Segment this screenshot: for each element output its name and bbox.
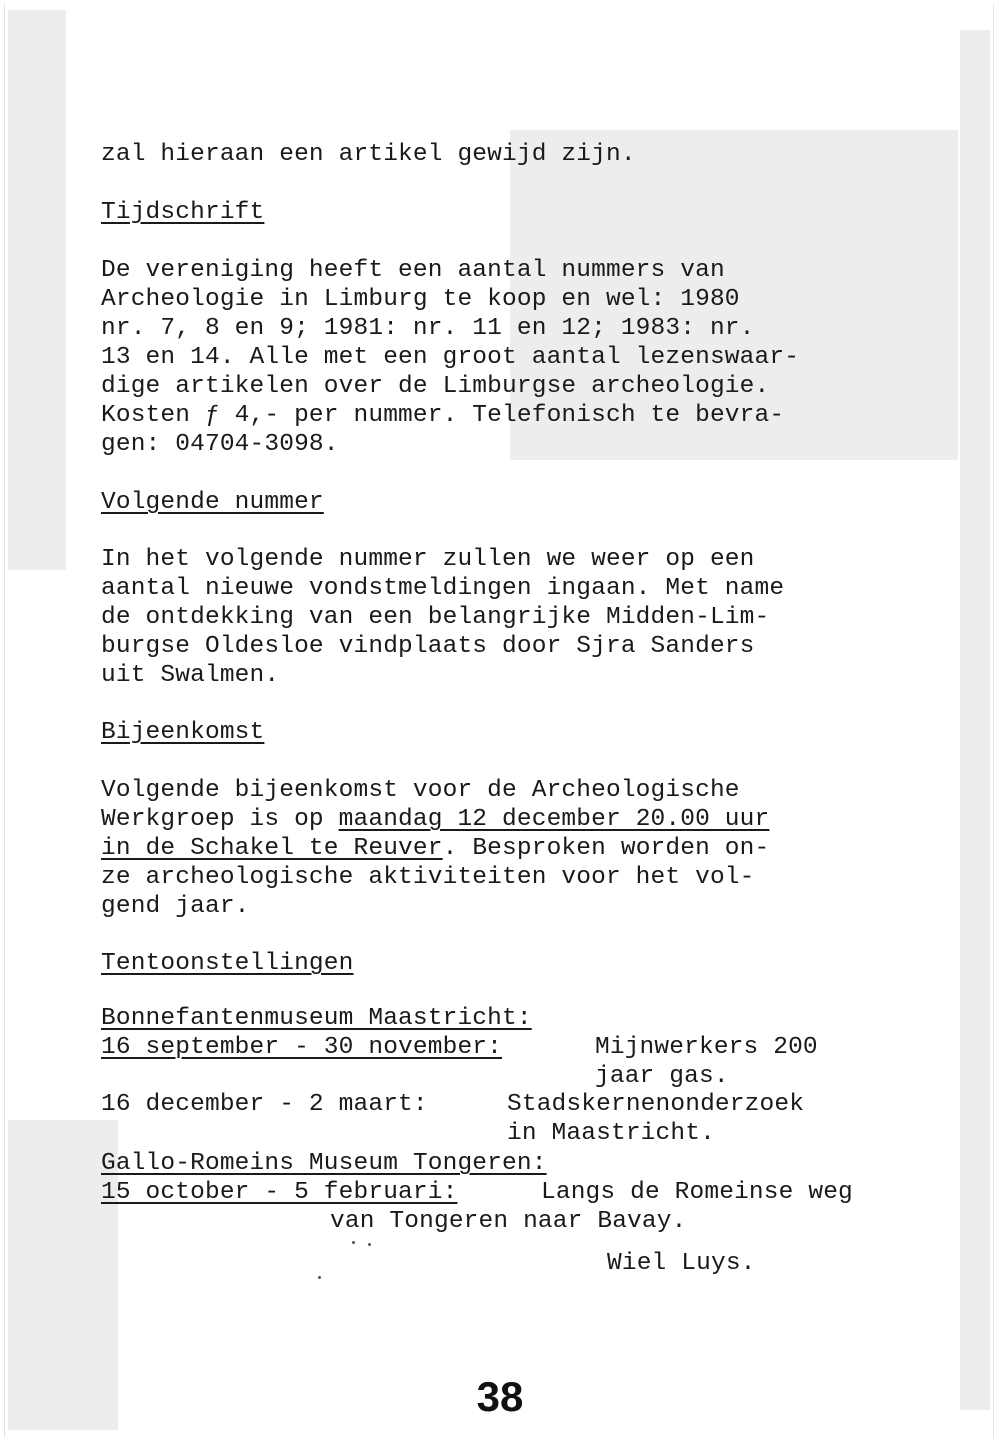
paragraph-line: gen: 04704-3098. [101, 431, 339, 458]
paragraph-line: Kosten ƒ 4,- per nummer. Telefonisch te bevra- [101, 402, 785, 429]
text-run: Werkgroep is op [101, 806, 339, 833]
scan-speck [368, 1243, 371, 1246]
scan-speck [318, 1276, 321, 1279]
paragraph-line: 13 en 14. Alle met een groot aantal lezenswaar- [101, 344, 800, 371]
author-signature: Wiel Luys. [607, 1250, 756, 1277]
section-heading-tentoonstellingen: Tentoonstellingen [101, 950, 354, 977]
paragraph-line: gend jaar. [101, 893, 250, 920]
paragraph-line: de ontdekking van een belangrijke Midden-Lim- [101, 604, 770, 631]
scan-speck [352, 1241, 355, 1244]
exhibition-dates: 16 september - 30 november: [101, 1034, 503, 1061]
paragraph-line: Archeologie in Limburg te koop en wel: 1980 [101, 286, 740, 313]
paragraph-line [101, 805, 769, 834]
exhibition-title: Langs de Romeinse weg [541, 1179, 853, 1206]
paragraph-line: uit Swalmen. [101, 662, 280, 689]
section-heading-tijdschrift: Tijdschrift [101, 199, 265, 226]
exhibition-title: Mijnwerkers 200 [595, 1034, 818, 1061]
section-heading-bijeenkomst: Bijeenkomst [101, 719, 265, 746]
paragraph-line: De vereniging heeft een aantal nummers van [101, 257, 725, 284]
meeting-date: maandag 12 december 20.00 uur [338, 806, 770, 833]
exhibition-title: Stadskernenonderzoek [507, 1091, 805, 1118]
paragraph-line: Volgende bijeenkomst voor de Archeologische [101, 777, 740, 804]
exhibition-title: in Maastricht. [507, 1120, 715, 1147]
exhibition-title: van Tongeren naar Bavay. [330, 1208, 687, 1235]
paragraph-line: In het volgende nummer zullen we weer op een [101, 546, 755, 573]
museum-name: Bonnefantenmuseum Maastricht: [101, 1005, 532, 1032]
scan-shade-left [8, 10, 66, 570]
exhibition-dates: 15 october - 5 februari: [101, 1179, 458, 1206]
text-run: . Besproken worden on- [442, 835, 770, 862]
museum-name: Gallo-Romeins Museum Tongeren: [101, 1150, 547, 1177]
paragraph-line: dige artikelen over de Limburgse archeologie. [101, 373, 770, 400]
section-heading-volgende-nummer: Volgende nummer [101, 489, 324, 516]
paragraph-line: ze archeologische aktiviteiten voor het vol- [101, 864, 755, 891]
exhibition-dates: 16 december - 2 maart: [101, 1091, 428, 1118]
paragraph-line [101, 834, 769, 863]
meeting-location: in de Schakel te Reuver [101, 835, 443, 862]
scan-shade-right-edge [960, 30, 990, 1410]
exhibition-title: jaar gas. [595, 1063, 729, 1090]
page-number: 38 [476, 1373, 524, 1420]
intro-line: zal hieraan een artikel gewijd zijn. [101, 141, 636, 168]
paragraph-line: aantal nieuwe vondstmeldingen ingaan. Met name [101, 575, 785, 602]
paragraph-line: nr. 7, 8 en 9; 1981: nr. 11 en 12; 1983: nr. [101, 315, 755, 342]
paragraph-line: burgse Oldesloe vindplaats door Sjra Sanders [101, 633, 755, 660]
